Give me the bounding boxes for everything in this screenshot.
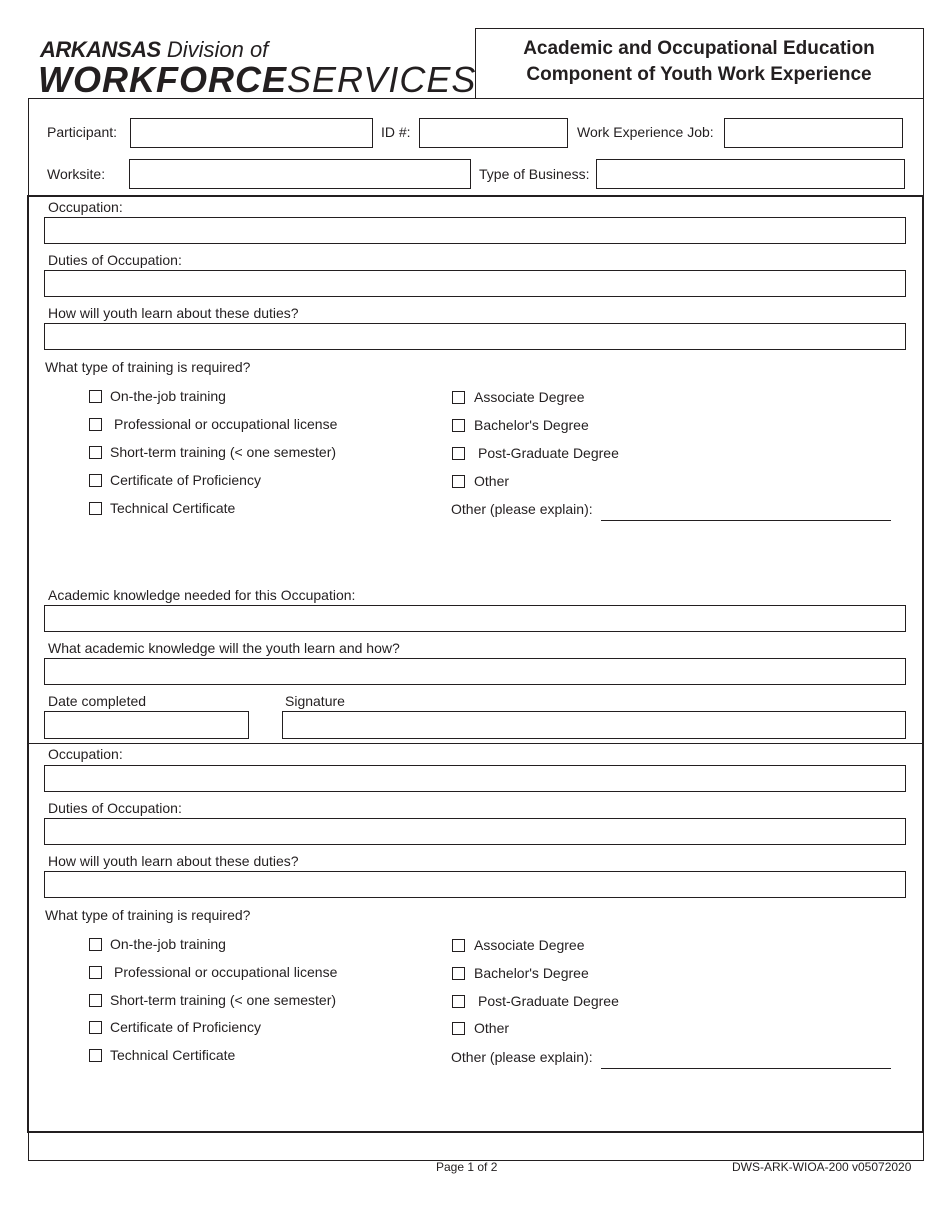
checkbox-technical-certificate-1[interactable] xyxy=(89,502,102,515)
occupation-input-2[interactable] xyxy=(44,765,906,792)
checkbox-certificate-proficiency-2[interactable] xyxy=(89,1021,102,1034)
checkbox-bachelors-2[interactable] xyxy=(452,967,465,980)
checkbox-associate-2[interactable] xyxy=(452,939,465,952)
option-label: Short-term training (< one semester) xyxy=(110,444,337,460)
checkbox-other-1[interactable] xyxy=(452,475,465,488)
option-label: Professional or occupational license xyxy=(114,964,338,980)
type-of-business-input[interactable] xyxy=(596,159,905,189)
option-label: Certificate of Proficiency xyxy=(110,472,261,488)
duties-label-1: Duties of Occupation: xyxy=(48,252,182,268)
training-question-2: What type of training is required? xyxy=(45,907,251,923)
section-divider xyxy=(28,743,923,744)
other-explain-line-2[interactable] xyxy=(601,1068,891,1069)
training-question-1: What type of training is required? xyxy=(45,359,251,375)
checkbox-post-graduate-2[interactable] xyxy=(452,995,465,1008)
date-completed-input[interactable] xyxy=(44,711,249,739)
how-learn-input-2[interactable] xyxy=(44,871,906,898)
option-label: Post-Graduate Degree xyxy=(478,993,619,1009)
checkbox-professional-license-1[interactable] xyxy=(89,418,102,431)
occupation-label-1: Occupation: xyxy=(48,199,123,215)
how-learn-label-2: How will youth learn about these duties? xyxy=(48,853,299,869)
checkbox-short-term-2[interactable] xyxy=(89,994,102,1007)
how-learn-label-1: How will youth learn about these duties? xyxy=(48,305,299,321)
occupation-label-2: Occupation: xyxy=(48,746,123,762)
duties-input-1[interactable] xyxy=(44,270,906,297)
checkbox-professional-license-2[interactable] xyxy=(89,966,102,979)
option-label: Technical Certificate xyxy=(110,1047,236,1063)
option-label: Post-Graduate Degree xyxy=(478,445,619,461)
id-input[interactable] xyxy=(419,118,568,148)
signature-label: Signature xyxy=(285,693,345,709)
worksite-label: Worksite: xyxy=(47,166,106,182)
academic-learn-input[interactable] xyxy=(44,658,906,685)
duties-input-2[interactable] xyxy=(44,818,906,845)
form-title: Academic and Occupational Education Component of Youth Work Experience xyxy=(523,38,875,85)
work-experience-job-label: Work Experience Job: xyxy=(577,124,714,140)
date-completed-label: Date completed xyxy=(48,693,147,709)
option-label: Associate Degree xyxy=(474,389,585,405)
other-explain-line-1[interactable] xyxy=(601,520,891,521)
bottom-strip xyxy=(28,1132,924,1161)
worksite-input[interactable] xyxy=(129,159,471,189)
option-label: Certificate of Proficiency xyxy=(110,1019,261,1035)
option-label: On-the-job training xyxy=(110,936,226,952)
option-label: Professional or occupational license xyxy=(114,416,338,432)
id-label: ID #: xyxy=(381,124,411,140)
participant-label: Participant: xyxy=(47,124,118,140)
other-explain-label-2: Other (please explain): xyxy=(451,1049,593,1065)
page-number: Page 1 of 2 xyxy=(436,1160,498,1174)
option-label: Other xyxy=(474,473,510,489)
checkbox-other-2[interactable] xyxy=(452,1022,465,1035)
signature-input[interactable] xyxy=(282,711,906,739)
form-id: DWS-ARK-WIOA-200 v05072020 xyxy=(732,1160,912,1174)
option-label: Bachelor's Degree xyxy=(474,965,589,981)
checkbox-certificate-proficiency-1[interactable] xyxy=(89,474,102,487)
checkbox-bachelors-1[interactable] xyxy=(452,419,465,432)
option-label: Other xyxy=(474,1020,510,1036)
academic-learn-label: What academic knowledge will the youth learn and how? xyxy=(48,640,400,656)
checkbox-on-the-job-1[interactable] xyxy=(89,390,102,403)
checkbox-associate-1[interactable] xyxy=(452,391,465,404)
academic-needed-label: Academic knowledge needed for this Occupation: xyxy=(48,587,356,603)
occupation-input-1[interactable] xyxy=(44,217,906,244)
participant-input[interactable] xyxy=(130,118,373,148)
checkbox-post-graduate-1[interactable] xyxy=(452,447,465,460)
option-label: Technical Certificate xyxy=(110,500,236,516)
option-label: Short-term training (< one semester) xyxy=(110,992,337,1008)
work-experience-job-input[interactable] xyxy=(724,118,903,148)
checkbox-short-term-1[interactable] xyxy=(89,446,102,459)
type-of-business-label: Type of Business: xyxy=(479,166,590,182)
duties-label-2: Duties of Occupation: xyxy=(48,800,182,816)
checkbox-on-the-job-2[interactable] xyxy=(89,938,102,951)
option-label: On-the-job training xyxy=(110,388,226,404)
other-explain-label-1: Other (please explain): xyxy=(451,501,593,517)
how-learn-input-1[interactable] xyxy=(44,323,906,350)
logo-line-2: WORKFORCESERVICES xyxy=(38,59,477,100)
option-label: Associate Degree xyxy=(474,937,585,953)
option-label: Bachelor's Degree xyxy=(474,417,589,433)
checkbox-technical-certificate-2[interactable] xyxy=(89,1049,102,1062)
academic-needed-input[interactable] xyxy=(44,605,906,632)
logo-line-1: ARKANSAS Division of xyxy=(40,37,269,62)
